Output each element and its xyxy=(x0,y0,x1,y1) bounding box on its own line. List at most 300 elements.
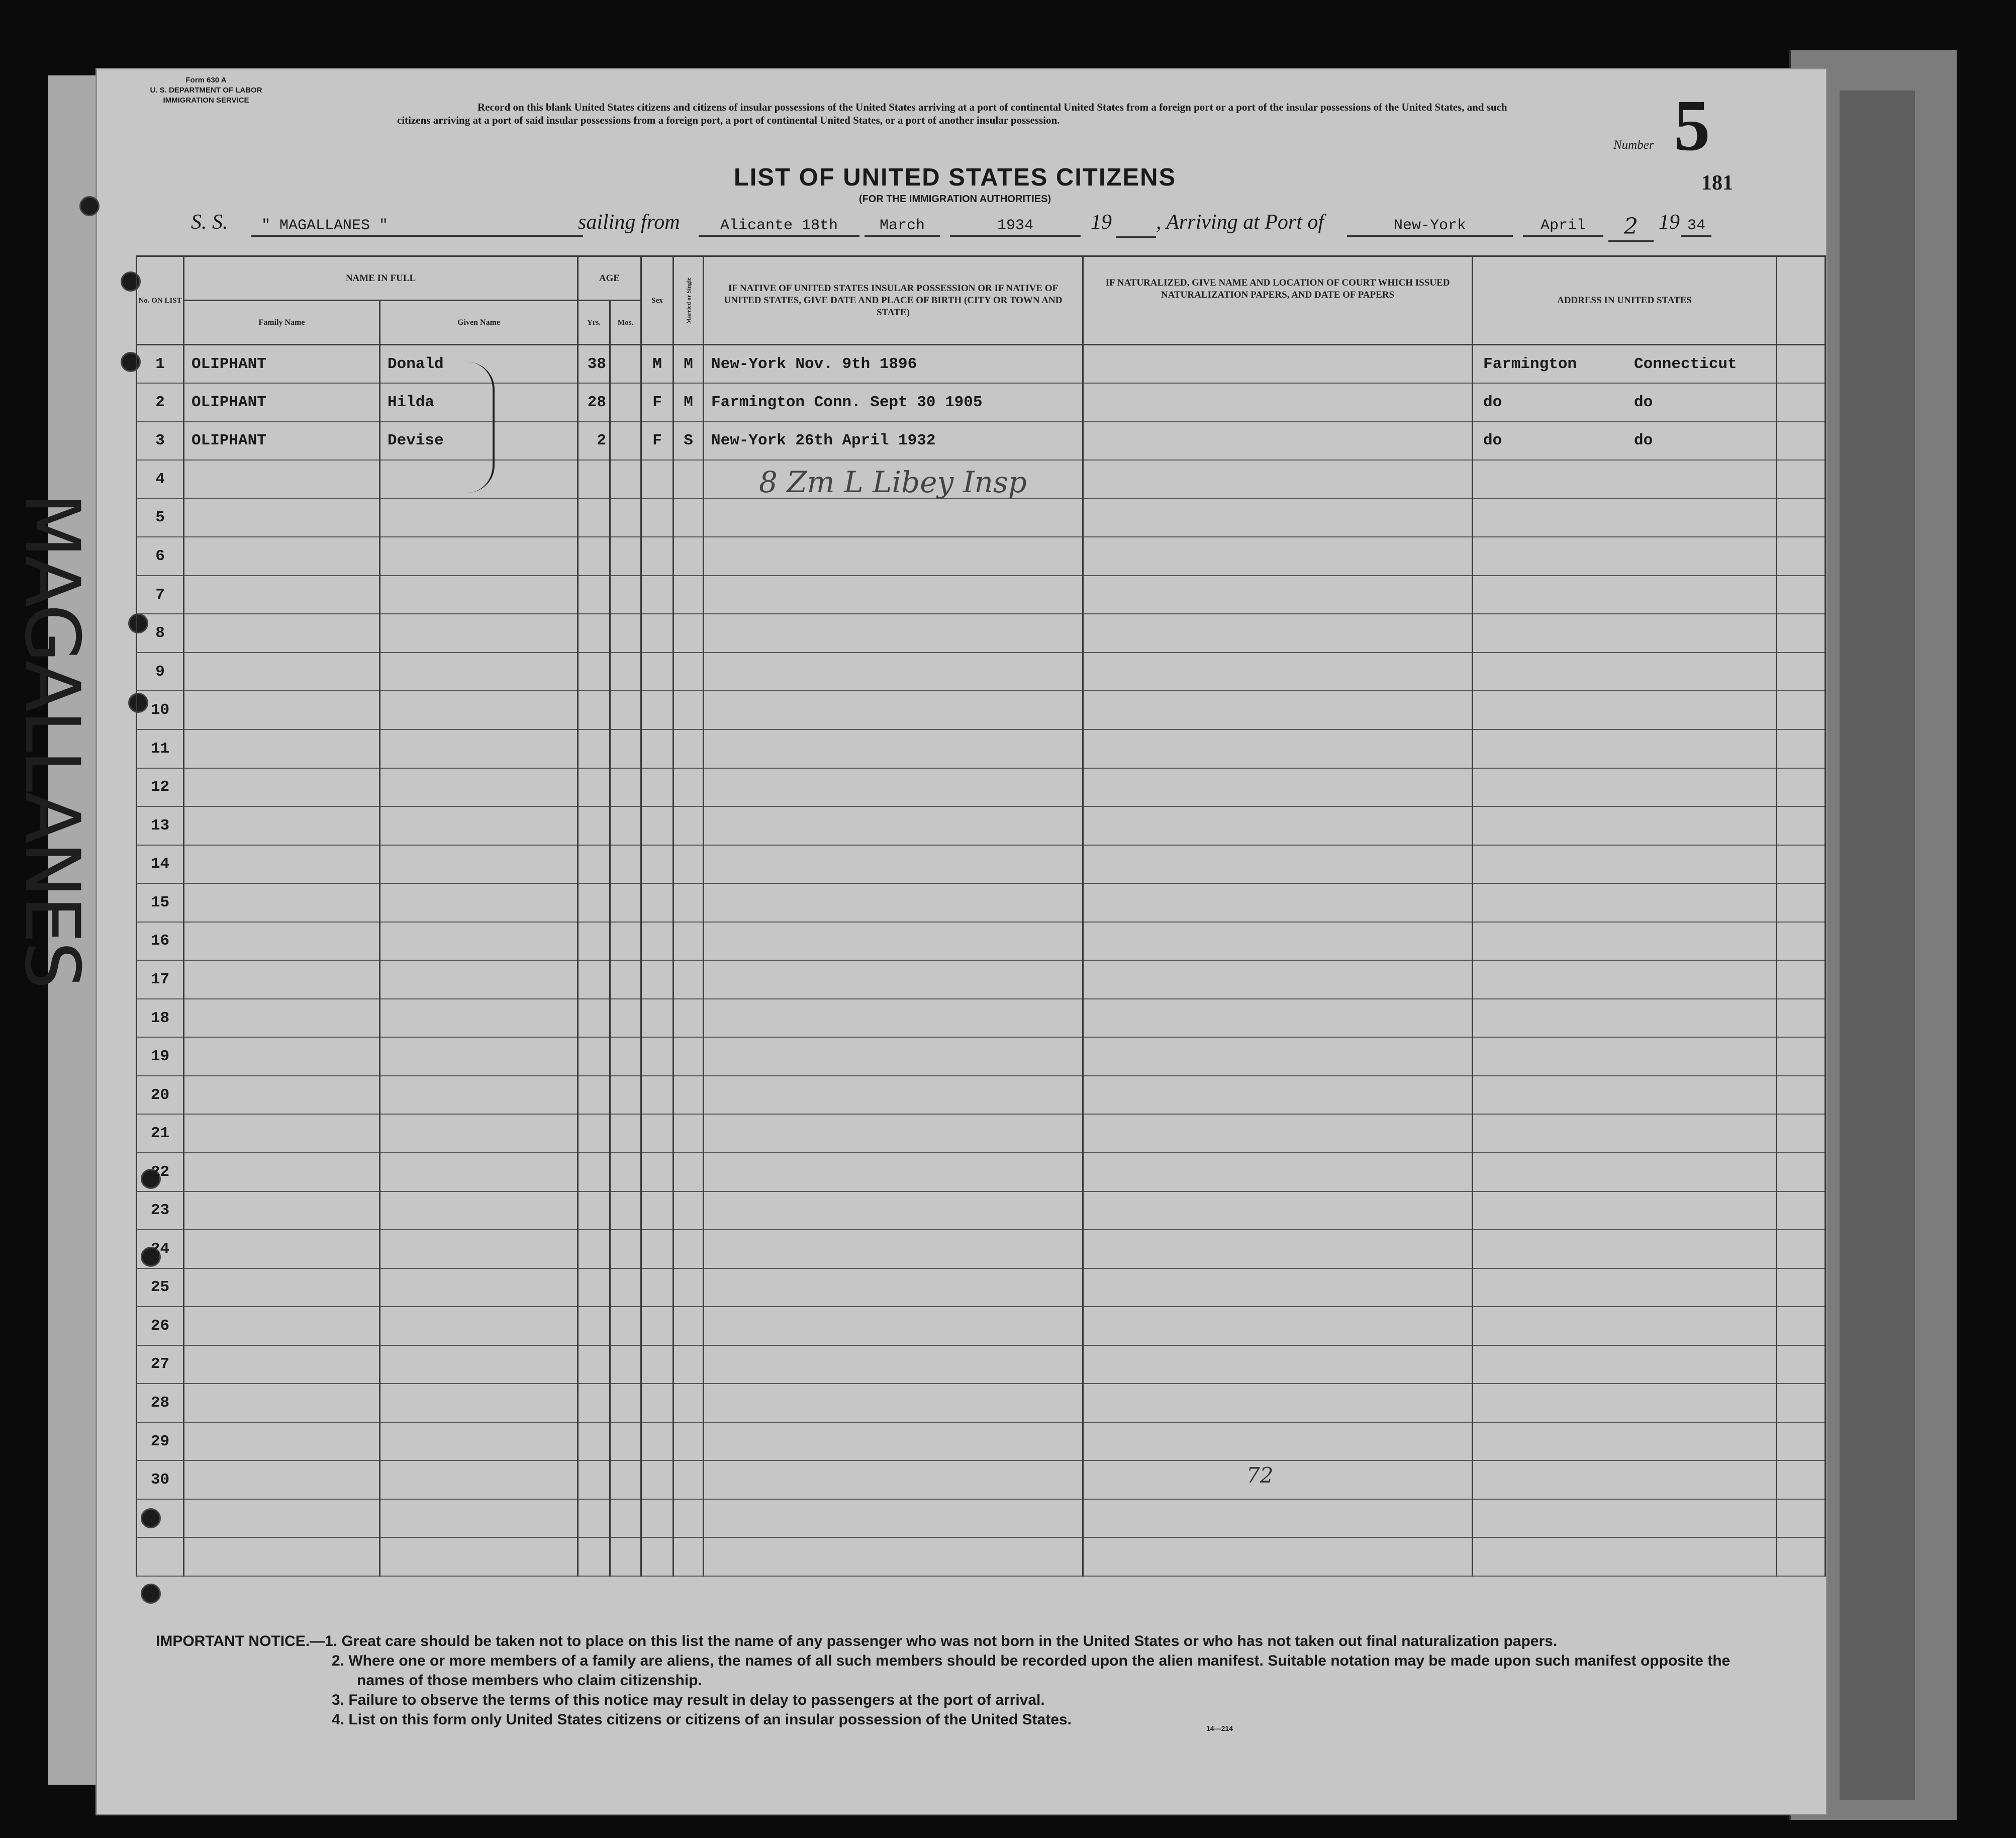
naturalization-cell xyxy=(1083,691,1473,729)
age-months-cell xyxy=(610,1384,641,1422)
naturalization-cell xyxy=(1083,383,1473,422)
table-row xyxy=(137,999,1826,1038)
naturalization-cell xyxy=(1083,1422,1473,1461)
age-months-cell xyxy=(610,922,641,961)
page-subtitle: (FOR THE IMMIGRATION AUTHORITIES) xyxy=(858,194,1051,205)
marital-status-cell xyxy=(674,499,704,537)
age-years-cell: 28 xyxy=(578,383,610,422)
table-row xyxy=(137,383,1826,422)
age-years-cell xyxy=(578,1345,610,1384)
address-state: do xyxy=(1634,393,1653,411)
given-name-cell xyxy=(380,1230,578,1268)
sex-cell xyxy=(641,1268,674,1307)
extra-cell xyxy=(1777,1268,1826,1307)
table-row xyxy=(137,1384,1826,1422)
address-cell xyxy=(1473,1307,1777,1345)
extra-cell xyxy=(1777,1191,1826,1230)
age-years-cell xyxy=(578,806,610,845)
age-months-cell xyxy=(610,1345,641,1384)
age-months-cell xyxy=(610,460,641,499)
age-years-cell xyxy=(578,460,610,499)
extra-cell xyxy=(1777,1499,1826,1538)
address-cell xyxy=(1473,499,1777,537)
given-name-cell: Hilda xyxy=(380,383,578,422)
address-cell xyxy=(1473,922,1777,961)
age-months-cell xyxy=(610,729,641,768)
age-months-cell xyxy=(610,1114,641,1153)
row-number xyxy=(137,1537,184,1576)
family-name-cell xyxy=(184,768,380,807)
birth-info-cell xyxy=(704,653,1083,691)
list-number: 5 xyxy=(1674,85,1710,166)
address-cell xyxy=(1473,1345,1777,1384)
table-row xyxy=(137,1268,1826,1307)
departure-month: March xyxy=(865,217,940,237)
table-row xyxy=(137,1153,1826,1191)
form-identifier xyxy=(111,75,302,106)
family-name-cell xyxy=(184,1345,380,1384)
header-mos: Mos. xyxy=(610,301,641,345)
birth-info-cell xyxy=(704,576,1083,614)
birth-info-cell xyxy=(704,845,1083,884)
address-cell xyxy=(1473,422,1777,461)
family-name-cell xyxy=(184,999,380,1038)
extra-cell xyxy=(1777,576,1826,614)
row-number: 10 xyxy=(137,691,184,729)
family-name-cell xyxy=(184,1230,380,1268)
family-bracket xyxy=(467,362,495,493)
sex-cell xyxy=(641,729,674,768)
row-number: 18 xyxy=(137,999,184,1038)
birth-info-cell xyxy=(704,960,1083,999)
header-name-in-full: NAME IN FULL xyxy=(184,256,578,301)
given-name-cell xyxy=(380,922,578,961)
arrival-year: 34 xyxy=(1681,217,1711,237)
sex-cell xyxy=(641,1230,674,1268)
table-row xyxy=(137,960,1826,999)
row-number: 29 xyxy=(137,1422,184,1461)
age-years-cell xyxy=(578,1537,610,1576)
marital-status-cell xyxy=(674,460,704,499)
table-row xyxy=(137,1230,1826,1268)
row-number: 26 xyxy=(137,1307,184,1345)
family-name-cell xyxy=(184,653,380,691)
naturalization-cell xyxy=(1083,1114,1473,1153)
marital-status-cell xyxy=(674,614,704,653)
given-name-cell xyxy=(380,1384,578,1422)
sex-cell xyxy=(641,1076,674,1115)
table-row xyxy=(137,1499,1826,1538)
address-cell xyxy=(1473,345,1777,384)
naturalization-cell xyxy=(1083,345,1473,384)
marital-status-cell xyxy=(674,1076,704,1115)
address-cell xyxy=(1473,1384,1777,1422)
given-name-cell xyxy=(380,537,578,576)
extra-cell xyxy=(1777,768,1826,807)
family-name-cell xyxy=(184,1037,380,1076)
naturalization-cell xyxy=(1083,922,1473,961)
table-row xyxy=(137,1114,1826,1153)
important-notice xyxy=(156,1631,1739,1729)
birth-info-cell: New-York Nov. 9th 1896 xyxy=(704,345,1083,384)
row-number: 2 xyxy=(137,383,184,422)
extra-cell xyxy=(1777,653,1826,691)
sex-cell xyxy=(641,768,674,807)
family-name-cell xyxy=(184,883,380,922)
birth-info-cell xyxy=(704,1460,1083,1499)
address-cell xyxy=(1473,691,1777,729)
address-cell xyxy=(1473,653,1777,691)
marital-status-cell xyxy=(674,999,704,1038)
address-state: do xyxy=(1634,432,1653,450)
table-row xyxy=(137,1422,1826,1461)
given-name-cell xyxy=(380,1307,578,1345)
extra-cell xyxy=(1777,960,1826,999)
family-name-cell xyxy=(184,1422,380,1461)
family-name-cell: OLIPHANT xyxy=(184,345,380,384)
age-years-cell xyxy=(578,999,610,1038)
header-naturalized: IF NATURALIZED, GIVE NAME AND LOCATION OF COURT WHICH ISSUED NATURALIZATION PAPERS, AND DATE OF PAPERS xyxy=(1083,256,1473,345)
address-cell xyxy=(1473,806,1777,845)
birth-info-cell xyxy=(704,499,1083,537)
sex-cell xyxy=(641,806,674,845)
address-cell xyxy=(1473,1114,1777,1153)
age-months-cell xyxy=(610,1037,641,1076)
print-code: 14—214 xyxy=(1206,1724,1233,1732)
row-number: 5 xyxy=(137,499,184,537)
naturalization-cell xyxy=(1083,460,1473,499)
row-number: 7 xyxy=(137,576,184,614)
address-cell xyxy=(1473,1460,1777,1499)
header-yrs: Yrs. xyxy=(578,301,610,345)
address-city: Farmington xyxy=(1483,355,1577,373)
birth-info-cell: New-York 26th April 1932 xyxy=(704,422,1083,461)
extra-cell xyxy=(1777,614,1826,653)
sex-cell: F xyxy=(641,383,674,422)
sex-cell xyxy=(641,1153,674,1191)
marital-status-cell: S xyxy=(674,422,704,461)
marital-status-cell xyxy=(674,883,704,922)
sex-cell xyxy=(641,499,674,537)
address-cell xyxy=(1473,883,1777,922)
row-number: 13 xyxy=(137,806,184,845)
address-cell xyxy=(1473,576,1777,614)
row-number: 30 xyxy=(137,1460,184,1499)
marital-status-cell xyxy=(674,653,704,691)
side-writing: MAGALLANES xyxy=(8,493,95,987)
row-number: 24 xyxy=(137,1230,184,1268)
family-name-cell xyxy=(184,1460,380,1499)
family-name-cell xyxy=(184,1537,380,1576)
naturalization-cell xyxy=(1083,1191,1473,1230)
table-row xyxy=(137,845,1826,884)
address-cell xyxy=(1473,1422,1777,1461)
row-number: 15 xyxy=(137,883,184,922)
table-row xyxy=(137,653,1826,691)
birth-info-cell xyxy=(704,1153,1083,1191)
age-years-cell xyxy=(578,1460,610,1499)
naturalization-cell xyxy=(1083,653,1473,691)
extra-cell xyxy=(1777,1076,1826,1115)
row-number: 27 xyxy=(137,1345,184,1384)
age-months-cell xyxy=(610,1499,641,1538)
address-city: do xyxy=(1483,393,1502,411)
family-name-cell xyxy=(184,922,380,961)
header-married: Married or Single xyxy=(674,256,704,345)
given-name-cell: Devise xyxy=(380,422,578,461)
sex-cell xyxy=(641,999,674,1038)
naturalization-cell xyxy=(1083,806,1473,845)
marital-status-cell xyxy=(674,806,704,845)
age-months-cell xyxy=(610,345,641,384)
extra-cell xyxy=(1777,691,1826,729)
birth-info-cell xyxy=(704,922,1083,961)
given-name-cell xyxy=(380,960,578,999)
birth-info-cell xyxy=(704,1307,1083,1345)
naturalization-cell xyxy=(1083,1537,1473,1576)
address-cell xyxy=(1473,845,1777,884)
age-months-cell xyxy=(610,845,641,884)
row-number: 11 xyxy=(137,729,184,768)
age-years-cell xyxy=(578,1499,610,1538)
age-years-cell xyxy=(578,1076,610,1115)
extra-cell xyxy=(1777,1384,1826,1422)
address-cell xyxy=(1473,1191,1777,1230)
marital-status-cell xyxy=(674,1422,704,1461)
marital-status-cell xyxy=(674,1114,704,1153)
given-name-cell xyxy=(380,1153,578,1191)
naturalization-cell xyxy=(1083,1345,1473,1384)
row-number: 23 xyxy=(137,1191,184,1230)
birth-info-cell xyxy=(704,1499,1083,1538)
age-months-cell xyxy=(610,1307,641,1345)
marital-status-cell xyxy=(674,1345,704,1384)
extra-cell xyxy=(1777,1345,1826,1384)
table-row xyxy=(137,922,1826,961)
age-months-cell xyxy=(610,1460,641,1499)
age-months-cell xyxy=(610,883,641,922)
table-row xyxy=(137,1037,1826,1076)
given-name-cell xyxy=(380,691,578,729)
sex-cell xyxy=(641,614,674,653)
age-years-cell xyxy=(578,922,610,961)
marital-status-cell xyxy=(674,1268,704,1307)
notice-item-4: 4. List on this form only United States citizens or citizens of an insular possession of the United States. xyxy=(332,1711,1072,1728)
address-city: do xyxy=(1483,432,1502,450)
extra-cell xyxy=(1777,729,1826,768)
birth-info-cell xyxy=(704,1114,1083,1153)
family-name-cell xyxy=(184,1191,380,1230)
naturalization-cell xyxy=(1083,1076,1473,1115)
sex-cell xyxy=(641,537,674,576)
extra-cell xyxy=(1777,499,1826,537)
sailing-label: sailing from xyxy=(578,211,680,234)
marital-status-cell xyxy=(674,729,704,768)
family-name-cell xyxy=(184,691,380,729)
extra-cell xyxy=(1777,1537,1826,1576)
sex-cell xyxy=(641,460,674,499)
notice-item-3: 3. Failure to observe the terms of this notice may result in delay to passengers at the port of arrival. xyxy=(332,1692,1045,1708)
given-name-cell xyxy=(380,1114,578,1153)
age-years-cell xyxy=(578,729,610,768)
age-years-cell xyxy=(578,691,610,729)
address-cell xyxy=(1473,460,1777,499)
birth-info-cell xyxy=(704,1537,1083,1576)
birth-info-cell xyxy=(704,806,1083,845)
extra-cell xyxy=(1777,1037,1826,1076)
given-name-cell xyxy=(380,1345,578,1384)
naturalization-cell xyxy=(1083,499,1473,537)
row-number: 17 xyxy=(137,960,184,999)
age-years-cell xyxy=(578,576,610,614)
naturalization-cell xyxy=(1083,1153,1473,1191)
birth-info-cell xyxy=(704,883,1083,922)
marital-status-cell xyxy=(674,768,704,807)
naturalization-cell xyxy=(1083,1460,1473,1499)
given-name-cell xyxy=(380,614,578,653)
given-name-cell xyxy=(380,999,578,1038)
age-years-cell xyxy=(578,1268,610,1307)
age-years-cell xyxy=(578,1191,610,1230)
sex-cell xyxy=(641,1037,674,1076)
arrival-day: 2 xyxy=(1608,214,1654,242)
naturalization-cell xyxy=(1083,1230,1473,1268)
table-row xyxy=(137,614,1826,653)
family-name-cell: OLIPHANT xyxy=(184,383,380,422)
given-name-cell xyxy=(380,1268,578,1307)
given-name-cell xyxy=(380,1037,578,1076)
row-number: 6 xyxy=(137,537,184,576)
birth-info-cell xyxy=(704,1076,1083,1115)
row-number: 1 xyxy=(137,345,184,384)
age-months-cell xyxy=(610,537,641,576)
ss-label: S. S. xyxy=(191,211,228,234)
header-sex: Sex xyxy=(641,256,674,345)
age-years-cell xyxy=(578,883,610,922)
extra-cell xyxy=(1777,1114,1826,1153)
row-number: 14 xyxy=(137,845,184,884)
marital-status-cell xyxy=(674,691,704,729)
given-name-cell xyxy=(380,1499,578,1538)
marital-status-cell xyxy=(674,845,704,884)
naturalization-cell xyxy=(1083,537,1473,576)
marital-status-cell xyxy=(674,1537,704,1576)
instructions-text: Record on this blank United States citizens and citizens of insular possessions of the United States arriving at a port of continental United States from a foreign port or a port of the insular possessions of the United States, and such citizens arriving at a port of said insular possessions from a foreign port, a port of continental United States, or a port of another insular possession. xyxy=(397,101,1507,126)
form-service: IMMIGRATION SERVICE xyxy=(163,96,249,105)
naturalization-cell xyxy=(1083,729,1473,768)
age-months-cell xyxy=(610,691,641,729)
naturalization-cell xyxy=(1083,883,1473,922)
extra-cell xyxy=(1777,383,1826,422)
family-name-cell xyxy=(184,1499,380,1538)
header-family-name: Family Name xyxy=(184,301,380,345)
age-years-cell xyxy=(578,1230,610,1268)
row-number: 3 xyxy=(137,422,184,461)
birth-info-cell xyxy=(704,1422,1083,1461)
naturalization-cell xyxy=(1083,614,1473,653)
age-years-cell xyxy=(578,1114,610,1153)
table-row xyxy=(137,345,1826,384)
table-row xyxy=(137,768,1826,807)
sex-cell xyxy=(641,883,674,922)
header-no: No. ON LIST xyxy=(137,256,184,345)
given-name-cell xyxy=(380,845,578,884)
family-name-cell xyxy=(184,576,380,614)
arriving-label: , Arriving at Port of xyxy=(1156,211,1324,234)
sex-cell xyxy=(641,1422,674,1461)
age-months-cell xyxy=(610,499,641,537)
sex-cell xyxy=(641,1191,674,1230)
row-number: 21 xyxy=(137,1114,184,1153)
table-row xyxy=(137,499,1826,537)
address-cell xyxy=(1473,1230,1777,1268)
age-years-cell xyxy=(578,1037,610,1076)
notice-item-2: 2. Where one or more members of a family are aliens, the names of all such members should be recorded upon the alien manifest. Suitable notation may be made upon such manifest opposite the names of those members who claim citizenship. xyxy=(332,1652,1731,1689)
birth-info-cell xyxy=(704,768,1083,807)
extra-cell xyxy=(1777,806,1826,845)
age-months-cell xyxy=(610,422,641,461)
age-months-cell xyxy=(610,653,641,691)
birth-info-cell xyxy=(704,691,1083,729)
table-row xyxy=(137,1076,1826,1115)
age-months-cell xyxy=(610,576,641,614)
age-months-cell xyxy=(610,1230,641,1268)
age-months-cell xyxy=(610,768,641,807)
birth-info-cell xyxy=(704,1384,1083,1422)
row-number: 8 xyxy=(137,614,184,653)
given-name-cell xyxy=(380,1422,578,1461)
extra-cell xyxy=(1777,422,1826,461)
ship-name: " MAGALLANES " xyxy=(251,217,583,237)
arrival-month: April xyxy=(1523,217,1603,237)
birth-info-cell xyxy=(704,1268,1083,1307)
age-months-cell xyxy=(610,806,641,845)
address-cell xyxy=(1473,999,1777,1038)
extra-cell xyxy=(1777,345,1826,384)
row-number: 25 xyxy=(137,1268,184,1307)
sex-cell xyxy=(641,960,674,999)
marital-status-cell xyxy=(674,537,704,576)
row-number xyxy=(137,1499,184,1538)
marital-status-cell: M xyxy=(674,383,704,422)
table-row xyxy=(137,883,1826,922)
address-cell xyxy=(1473,1076,1777,1115)
extra-cell xyxy=(1777,845,1826,884)
sex-cell xyxy=(641,1307,674,1345)
table-body xyxy=(137,345,1826,1577)
back-sheet-shadow xyxy=(1840,90,1915,1800)
table-row xyxy=(137,576,1826,614)
header-address: ADDRESS IN UNITED STATES xyxy=(1473,256,1777,345)
naturalization-cell xyxy=(1083,999,1473,1038)
age-years-cell xyxy=(578,768,610,807)
passenger-table xyxy=(136,255,1826,1577)
sex-cell xyxy=(641,1384,674,1422)
age-months-cell xyxy=(610,1268,641,1307)
extra-cell xyxy=(1777,883,1826,922)
extra-cell xyxy=(1777,1422,1826,1461)
form-department: U. S. DEPARTMENT OF LABOR xyxy=(150,86,262,95)
family-name-cell xyxy=(184,1153,380,1191)
extra-cell xyxy=(1777,460,1826,499)
sex-cell xyxy=(641,1460,674,1499)
age-years-cell xyxy=(578,1384,610,1422)
birth-info-cell xyxy=(704,1191,1083,1230)
address-cell xyxy=(1473,1037,1777,1076)
age-months-cell xyxy=(610,1076,641,1115)
address-cell xyxy=(1473,729,1777,768)
naturalization-cell xyxy=(1083,1499,1473,1538)
